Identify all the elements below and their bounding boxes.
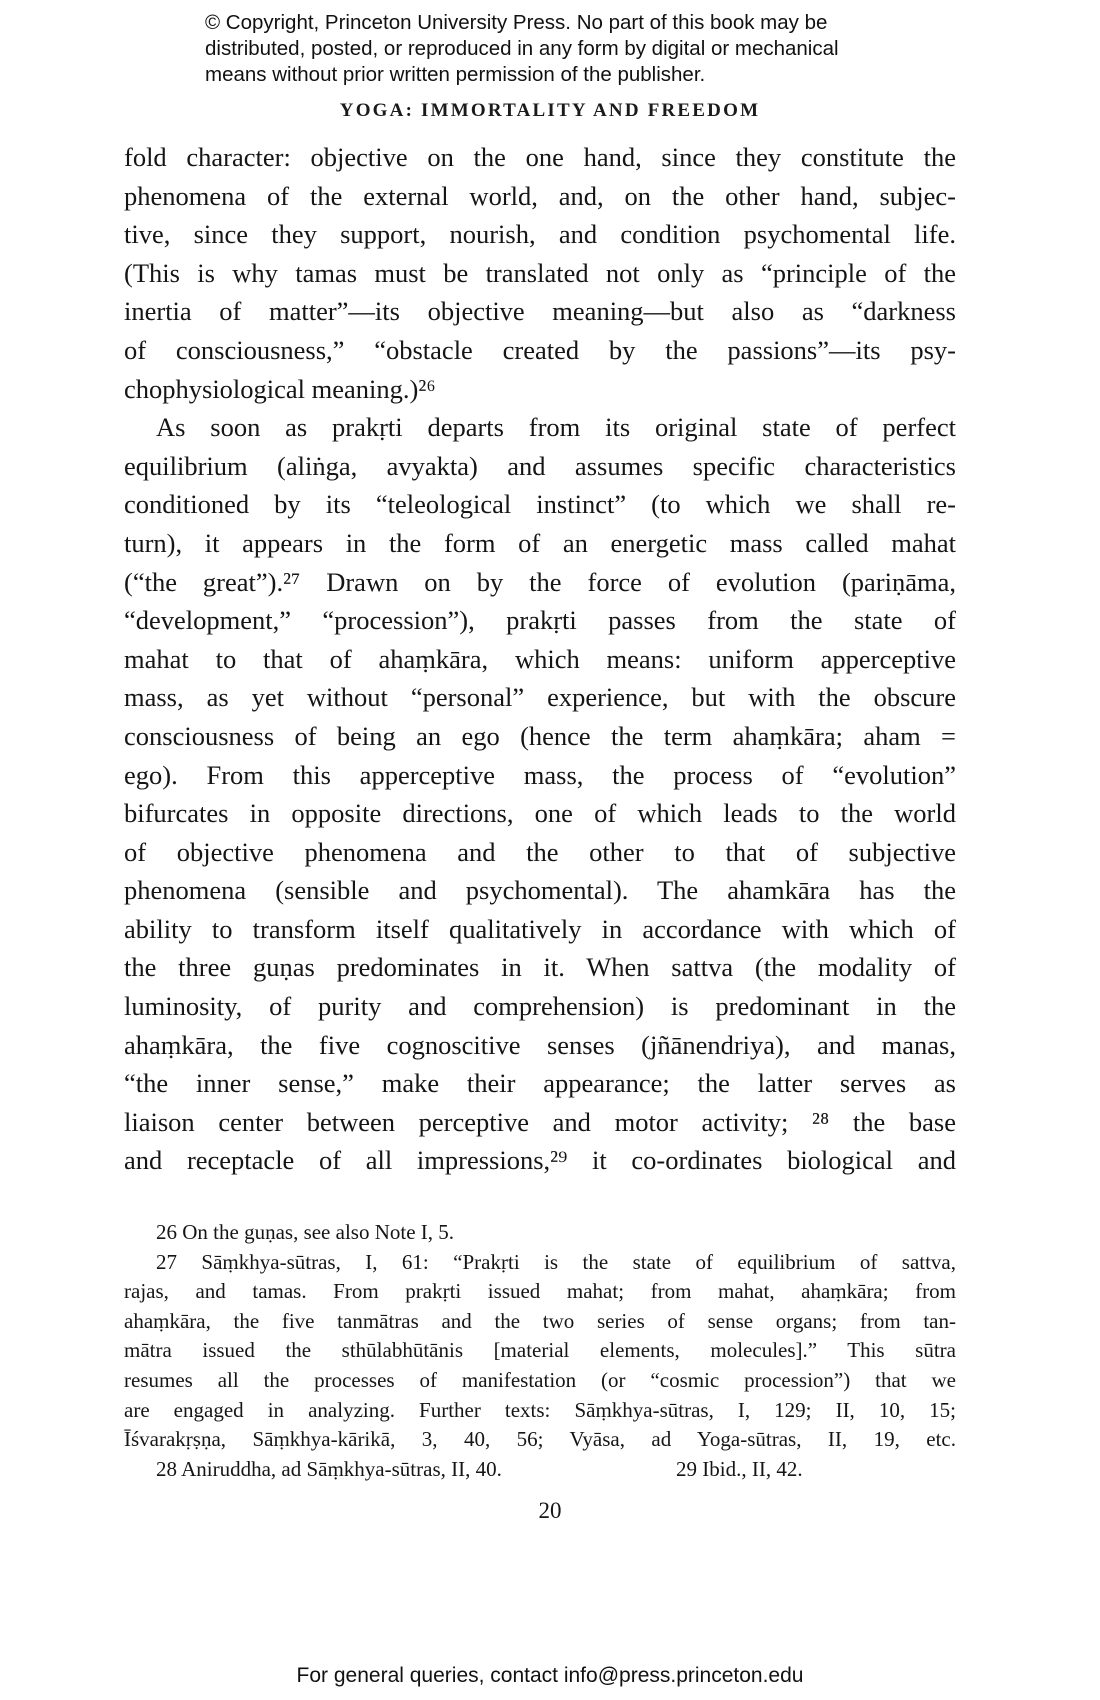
footnote-line: 27 Sāṃkhya-sūtras, I, 61: “Prakṛti is the state of equilibrium of sattva, <box>156 1249 956 1274</box>
text-line: fold character: objective on the one hand, since they constitute the <box>124 142 956 172</box>
footnote-line: rajas, and tamas. From prakṛti issued mahat; from mahat, ahaṃkāra; from <box>124 1279 956 1304</box>
text-line: tive, since they support, nourish, and condition psychomental life. <box>124 219 956 250</box>
footnote-line-split <box>124 1455 956 1485</box>
text-line: mass, as yet without “personal” experience, but with the obscure <box>124 682 956 713</box>
text-line: turn), it appears in the form of an energetic mass called mahat <box>124 527 956 558</box>
text-line: the three guṇas predominates in it. When sattva (the modality of <box>124 952 956 983</box>
text-line: mahat to that of ahaṃkāra, which means: uniform apperceptive <box>124 643 956 674</box>
text-line: and receptacle of all impressions,²⁹ it co-ordinates biological and <box>124 1145 956 1176</box>
footnote-line: mātra issued the sthūlabhūtānis [material elements, molecules].” This sūtra <box>124 1338 956 1363</box>
footnote-line: are engaged in analyzing. Further texts: Sāṃkhya-sūtras, I, 129; II, 10, 15; <box>124 1397 956 1422</box>
text-line: consciousness of being an ego (hence the term ahaṃkāra; aham = <box>124 720 956 751</box>
body-text <box>124 138 956 1180</box>
text-line: luminosity, of purity and comprehension) is predominant in the <box>124 991 956 1022</box>
text-line: (This is why tamas must be translated not only as “principle of the <box>124 257 956 288</box>
text-line: conditioned by its “teleological instinct” (to which we shall re- <box>124 489 956 520</box>
text-line: of objective phenomena and the other to that of subjective <box>124 836 956 867</box>
text-line: As soon as prakṛti departs from its original state of perfect <box>156 412 956 443</box>
text-line: ability to transform itself qualitatively in accordance with which of <box>124 913 956 944</box>
page-number: 20 <box>538 1498 562 1523</box>
footnote-line: Īśvarakṛṣṇa, Sāṃkhya-kārikā, 3, 40, 56; Vyāsa, ad Yoga-sūtras, II, 19, etc. <box>124 1427 956 1452</box>
text-line: of consciousness,” “obstacle created by the passions”—its psy- <box>124 334 956 365</box>
text-line: phenomena (sensible and psychomental). The ahamkāra has the <box>124 875 956 906</box>
footnote-29: 29 Ibid., II, 42. <box>676 1456 803 1481</box>
footnotes <box>124 1218 956 1484</box>
footnote-line: 26 On the guṇas, see also Note I, 5. <box>156 1220 455 1244</box>
copyright-line: distributed, posted, or reproduced in any form by digital or mechanical <box>205 37 839 60</box>
text-line: “the inner sense,” make their appearance; the latter serves as <box>124 1068 956 1099</box>
footnote-line: resumes all the processes of manifestation (or “cosmic procession”) that we <box>124 1367 956 1392</box>
text-line: equilibrium (aliṅga, avyakta) and assumes specific characteristics <box>124 450 956 481</box>
running-head: YOGA: IMMORTALITY AND FREEDOM <box>339 100 761 121</box>
text-line: chophysiological meaning.)²⁶ <box>124 373 436 404</box>
footer-contact: For general queries, contact info@press.princeton.edu <box>296 1664 804 1687</box>
text-line: ego). From this apperceptive mass, the process of “evolution” <box>124 759 956 790</box>
text-line: “development,” “procession”), prakṛti passes from the state of <box>124 605 956 636</box>
footnote-line: ahaṃkāra, the five tanmātras and the two series of sense organs; from tan- <box>124 1308 956 1333</box>
copyright-notice <box>205 10 965 88</box>
copyright-line: means without prior written permission of the publisher. <box>205 63 706 86</box>
footnote-28: 28 Aniruddha, ad Sāṃkhya-sūtras, II, 40. <box>156 1456 502 1481</box>
text-line: ahaṃkāra, the five cognoscitive senses (jñānendriya), and manas, <box>124 1029 956 1060</box>
text-line: phenomena of the external world, and, on the other hand, subjec- <box>124 180 956 211</box>
text-line: inertia of matter”—its objective meaning—but also as “darkness <box>124 296 956 327</box>
text-line: liaison center between perceptive and motor activity; ²⁸ the base <box>124 1106 956 1137</box>
text-line: bifurcates in opposite directions, one of which leads to the world <box>124 798 956 829</box>
text-line: (“the great”).²⁷ Drawn on by the force of evolution (pariṇāma, <box>124 566 956 597</box>
copyright-line: © Copyright, Princeton University Press. No part of this book may be <box>205 11 828 34</box>
